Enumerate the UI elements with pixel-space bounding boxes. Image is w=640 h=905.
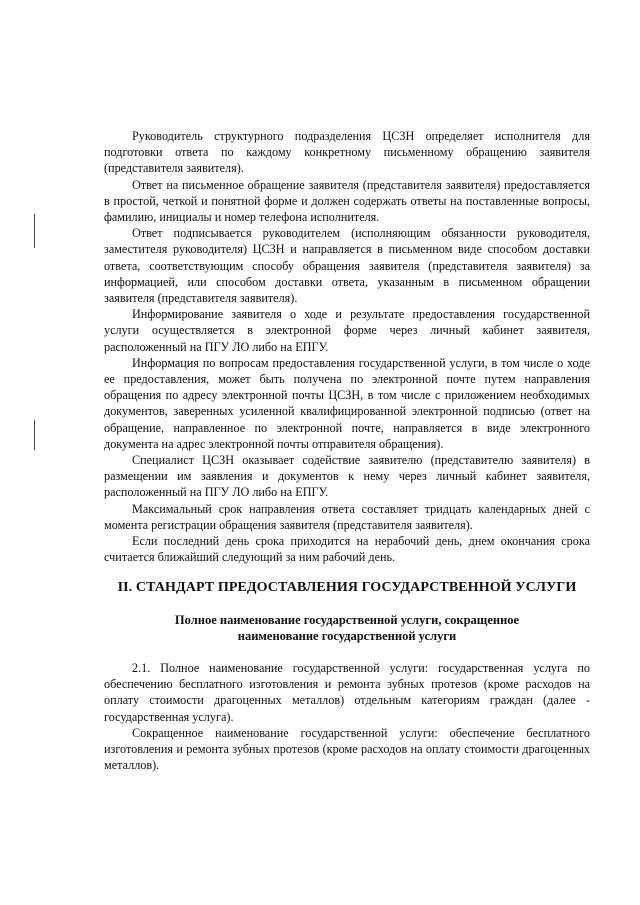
section-title: II. СТАНДАРТ ПРЕДОСТАВЛЕНИЯ ГОСУДАРСТВЕННОЙ УСЛУГИ xyxy=(117,580,577,595)
paragraph: Сокращенное наименование государственной услуги: обеспечение бесплатного изготовления и ремонта зубных протезов (кроме расходов на оплату стоимости драгоценных металлов). xyxy=(104,725,590,773)
paragraph: Информация по вопросам предоставления государственной услуги, в том числе о ходе ее предоставления, может быть получена по электронной почте путем направления обращения по адресу электронной почты ЦСЗН, в том числе с приложением необходимых документов, заверенных усиленной квалифицированной электронной подписью (ответ на обращение, направленное по электронной почте, направляется в виде электронного документа на адрес электронной почты отправителя обращения). xyxy=(104,355,590,451)
paragraph: Если последний день срока приходится на нерабочий день, днем окончания срока считается ближайший следующий за ним рабочий день. xyxy=(104,534,590,565)
paragraph: Руководитель структурного подразделения ЦСЗН определяет исполнителя для подготовки ответа по каждому конкретному письменному обращению заявителя (представителя заявителя). xyxy=(104,129,590,176)
paragraph: Информирование заявителя о ходе и результате предоставления государственной услуги осуществляется в электронной форме через личный кабинет заявителя, расположенный на ПГУ ЛО либо на ЕПГУ. xyxy=(104,307,590,354)
margin-vertical-mark xyxy=(34,420,35,450)
margin-vertical-mark xyxy=(34,214,35,248)
paragraph: Специалист ЦСЗН оказывает содействие заявителю (представителю заявителя) в размещении им заявления и документов к нему через личный кабинет заявителя, расположенный на ПГУ ЛО либо на ЕПГУ. xyxy=(104,453,590,500)
document-body-top xyxy=(104,128,590,565)
paragraph: 2.1. Полное наименование государственной услуги: государственная услуга по обеспечению бесплатного изготовления и ремонта зубных протезов (кроме расходов на оплату стоимости драгоценных металлов) отдельным категориям граждан (далее - государственная услуга). xyxy=(104,661,590,724)
paragraph: Максимальный срок направления ответа составляет тридцать календарных дней с момента регистрации обращения заявителя (представителя заявителя). xyxy=(104,501,590,532)
document-body-bottom xyxy=(104,660,590,773)
paragraph: Ответ подписывается руководителем (исполняющим обязанности руководителя, заместителя руководителя) ЦСЗН и направляется в письменном виде способом доставки ответа, соответствующим способу обращения заявителя (представителя заявителя) за информацией, или способом доставки ответа, указанным в письменном обращении заявителя (представителя заявителя). xyxy=(104,226,590,306)
paragraph: Ответ на письменное обращение заявителя (представителя заявителя) предоставляется в простой, четкой и понятной форме и должен содержать ответы на поставленные вопросы, фамилию, инициалы и номер телефона исполнителя. xyxy=(104,177,590,225)
subsection-title: Полное наименование государственной услуги, сокращенное наименование государственной услуги xyxy=(174,613,520,643)
